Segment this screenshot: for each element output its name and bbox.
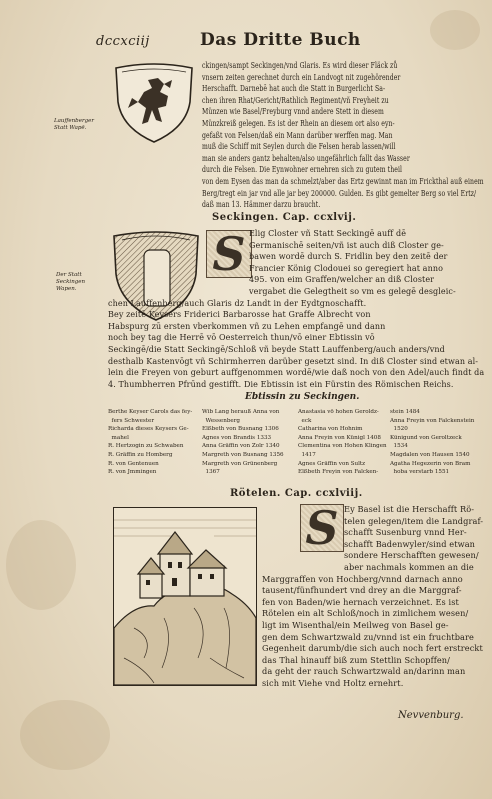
text-line: Habspurg zū ersten vberkommen vñ zu Lehen empfangē und dann (108, 320, 386, 331)
text-line: da geht der rauch Schwartzwald an/darinn man (262, 666, 466, 677)
lauffenberg-coat-of-arms (108, 62, 200, 144)
text-line: schafft Badenwyler/sind etwan (344, 538, 476, 549)
page-header (0, 30, 492, 56)
text-line: noch bey tag die Herrē vō Oesterreich thun/vō einer Ebtissin vō (108, 332, 375, 343)
catchword: Nevvenburg. (398, 710, 464, 721)
text-line: 4. Thumbherren Pfrūnd gestifft. Die Ebtissin ist ein Fürstin des Römischen Reichs. (108, 378, 454, 389)
section1-text (202, 60, 484, 211)
text-line: telen gelegen/item die Landgraf- (344, 515, 484, 526)
text-line: gen dem Schwartzwald zu/vnnd ist ein fruchtbare (262, 631, 475, 642)
running-head: Das Dritte Buch (200, 30, 361, 50)
text-line: desthalb Kastenvōgt vñ Schirmherren darüber gesetzt sind. In diß Closter sind etwan al- (108, 355, 479, 366)
text-line: Bey zeitē Keysers Friderici Barbarosse hat Graffe Albrecht von (108, 309, 371, 320)
roetelen-dropcap: S (300, 504, 344, 552)
text-line: lein die Freyen von geburt auffgenommen wordē/wie daß noch von den Adel/auch findt da (108, 367, 485, 378)
text-line: daß man 13. Hämmer darzu braucht. (202, 199, 321, 210)
paper-stain (6, 520, 76, 610)
roetelen-heading: Rötelen. Cap. ccxlviij. (230, 488, 363, 499)
text-line: Ey Basel ist die Herschafft Rö- (344, 504, 475, 514)
text-line: Berg/tregt ein jar vnd alle jar bey 200000. Gulden. Es gibt gemelter Berg so viel Ertz/ (202, 187, 477, 198)
text-line: Münzen wie Basel/Freyburg vnnd andere Stett in diesem (202, 106, 384, 117)
text-line: aber nachmals kommen an die (344, 561, 474, 572)
seckingen-arms-caption: Der Statt Seckingen Wapen. (56, 272, 86, 292)
text-line: vnsern zeiten gerechnet durch ein Landvogt nit zugehörender (202, 71, 401, 82)
text-line: sondere Herschafften gewesen/ (344, 550, 479, 561)
text-line: Marggraffen von Hochberg/vnnd darnach anno (262, 573, 463, 584)
seckingen-heading: Seckingen. Cap. ccxlvij. (212, 212, 357, 223)
abbesses-table-title: Ebtissin zu Seckingen. (245, 392, 360, 402)
abbesses-column: Berthe Keyser Carols das fey- fers Schwester Richarda dieses Keysers Ge- mahel R. Hertzogin zu Schwaben R. Gräffin zu Homberg R. von Gentenuen R. von Jmmingen (108, 409, 193, 476)
text-line: Germanischē seiten/vñ ist auch diß Closter ge- (248, 239, 444, 250)
text-line: vergabet die Gelegtheit so vm es gelegē desgleic- (248, 285, 456, 296)
text-line: 495. von eim Graffen/welcher an diß Closter (248, 274, 435, 285)
seckingen-dropcap: S (206, 230, 252, 278)
abbesses-column: Anastasia vō hohen Geroldz- eck Catharina von Hohnim Anna Freyin von Künigl 1408 Clementina von Hohen Klingen 1417 Agnes Gräffin von Sultz Elßbeth Freyin von Falcken- (298, 409, 387, 476)
paper-stain (20, 700, 110, 770)
section3-text (262, 504, 483, 690)
text-line: durch die Felsen. Die Eynwohner ernehren sich zu gutem theil (202, 164, 403, 175)
text-line: von dem Eysen das man da schmelzt/aber das Ertz gewinnt man im Frickthal auß einem (202, 175, 484, 186)
text-line: man sie anders gantz behalten/also ungefährlich fallt das Wasser (202, 152, 410, 163)
text-line: Gegenheit darumb/die sich auch noch fert erstreckt (262, 643, 483, 654)
text-line: fen von Baden/wie hernach verzeichnet. Es ist (262, 596, 459, 607)
text-line: tausent/fünfhundert vnd drey an die Marggraf- (262, 585, 462, 596)
text-line: gefaßt von Felsen/daß ein Mann darüber werffen mag. Man (202, 129, 393, 140)
text-line: chen ihren Rhat/Gericht/Rathlich Regiment/vñ Freyheit zu (202, 94, 389, 105)
text-line: bawen wordē durch S. Fridlin bey den zeitē der (248, 251, 448, 262)
text-line: ckingen/sampt Seckingen/vnd Glaris. Es wird dieser Fläck zů (202, 60, 398, 70)
text-line: das Thal hinauff biß zum Stettlin Schopffen/ (262, 654, 451, 665)
text-line: ligt im Wisenthal/ein Meilweg von Basel ge- (262, 619, 449, 630)
text-line: sich mit Viehe vnd Holtz ernehrt. (262, 677, 404, 688)
text-line: Rötelen ein alt Schloß/noch in zimlichem wesen/ (262, 608, 469, 619)
abbesses-column: Wib Lang herauß Anna von Wessenberg Elßbeth von Busnang 1306 Agnes von Brandis 1333 Anna Gräffin von Zolr 1340 Margreth von Busnang 1356 Margreth von Grünenberg 1367 (202, 409, 284, 476)
text-line: Herschafft. Darnebē hat auch die Statt in Burgerlicht Sa- (202, 83, 386, 94)
text-line: muß die Schiff mit Seylen durch die Felsen herab lassen/will (202, 141, 396, 152)
roetelen-castle-woodcut (113, 507, 257, 686)
abbesses-column: stein 1484 Anna Freyin von Falckenstein 1520 Künigund von Geroltzeck 1534 Magdalen von Hausen 1540 Agatha Hegezerin von Bram hoba verstarb 1551 (390, 409, 475, 476)
text-line: Seckingē/die Statt Seckingē/Schloß vñ beyde Statt Lauffenberg/auch anders/vnd (108, 343, 445, 354)
text-line: Münzkreiß gelegen. Es ist der Rhein an diesem ort also eyn- (202, 117, 395, 128)
folio-number: dccxciij (96, 34, 150, 49)
text-line: chen Lauffenberg/auch Glaris dz Landt in der Eydtgnoschafft. (108, 297, 367, 308)
text-line: Elig Closter vñ Statt Seckingē auff dē (248, 228, 407, 238)
section2-text (108, 228, 484, 390)
text-line: Francier König Clodouei so geregiert hat anno (248, 262, 444, 273)
lauffenberg-arms-caption: Lauffenberger Statt Wapē. (54, 118, 94, 131)
text-line: schafft Susenburg vnnd Her- (344, 527, 467, 538)
